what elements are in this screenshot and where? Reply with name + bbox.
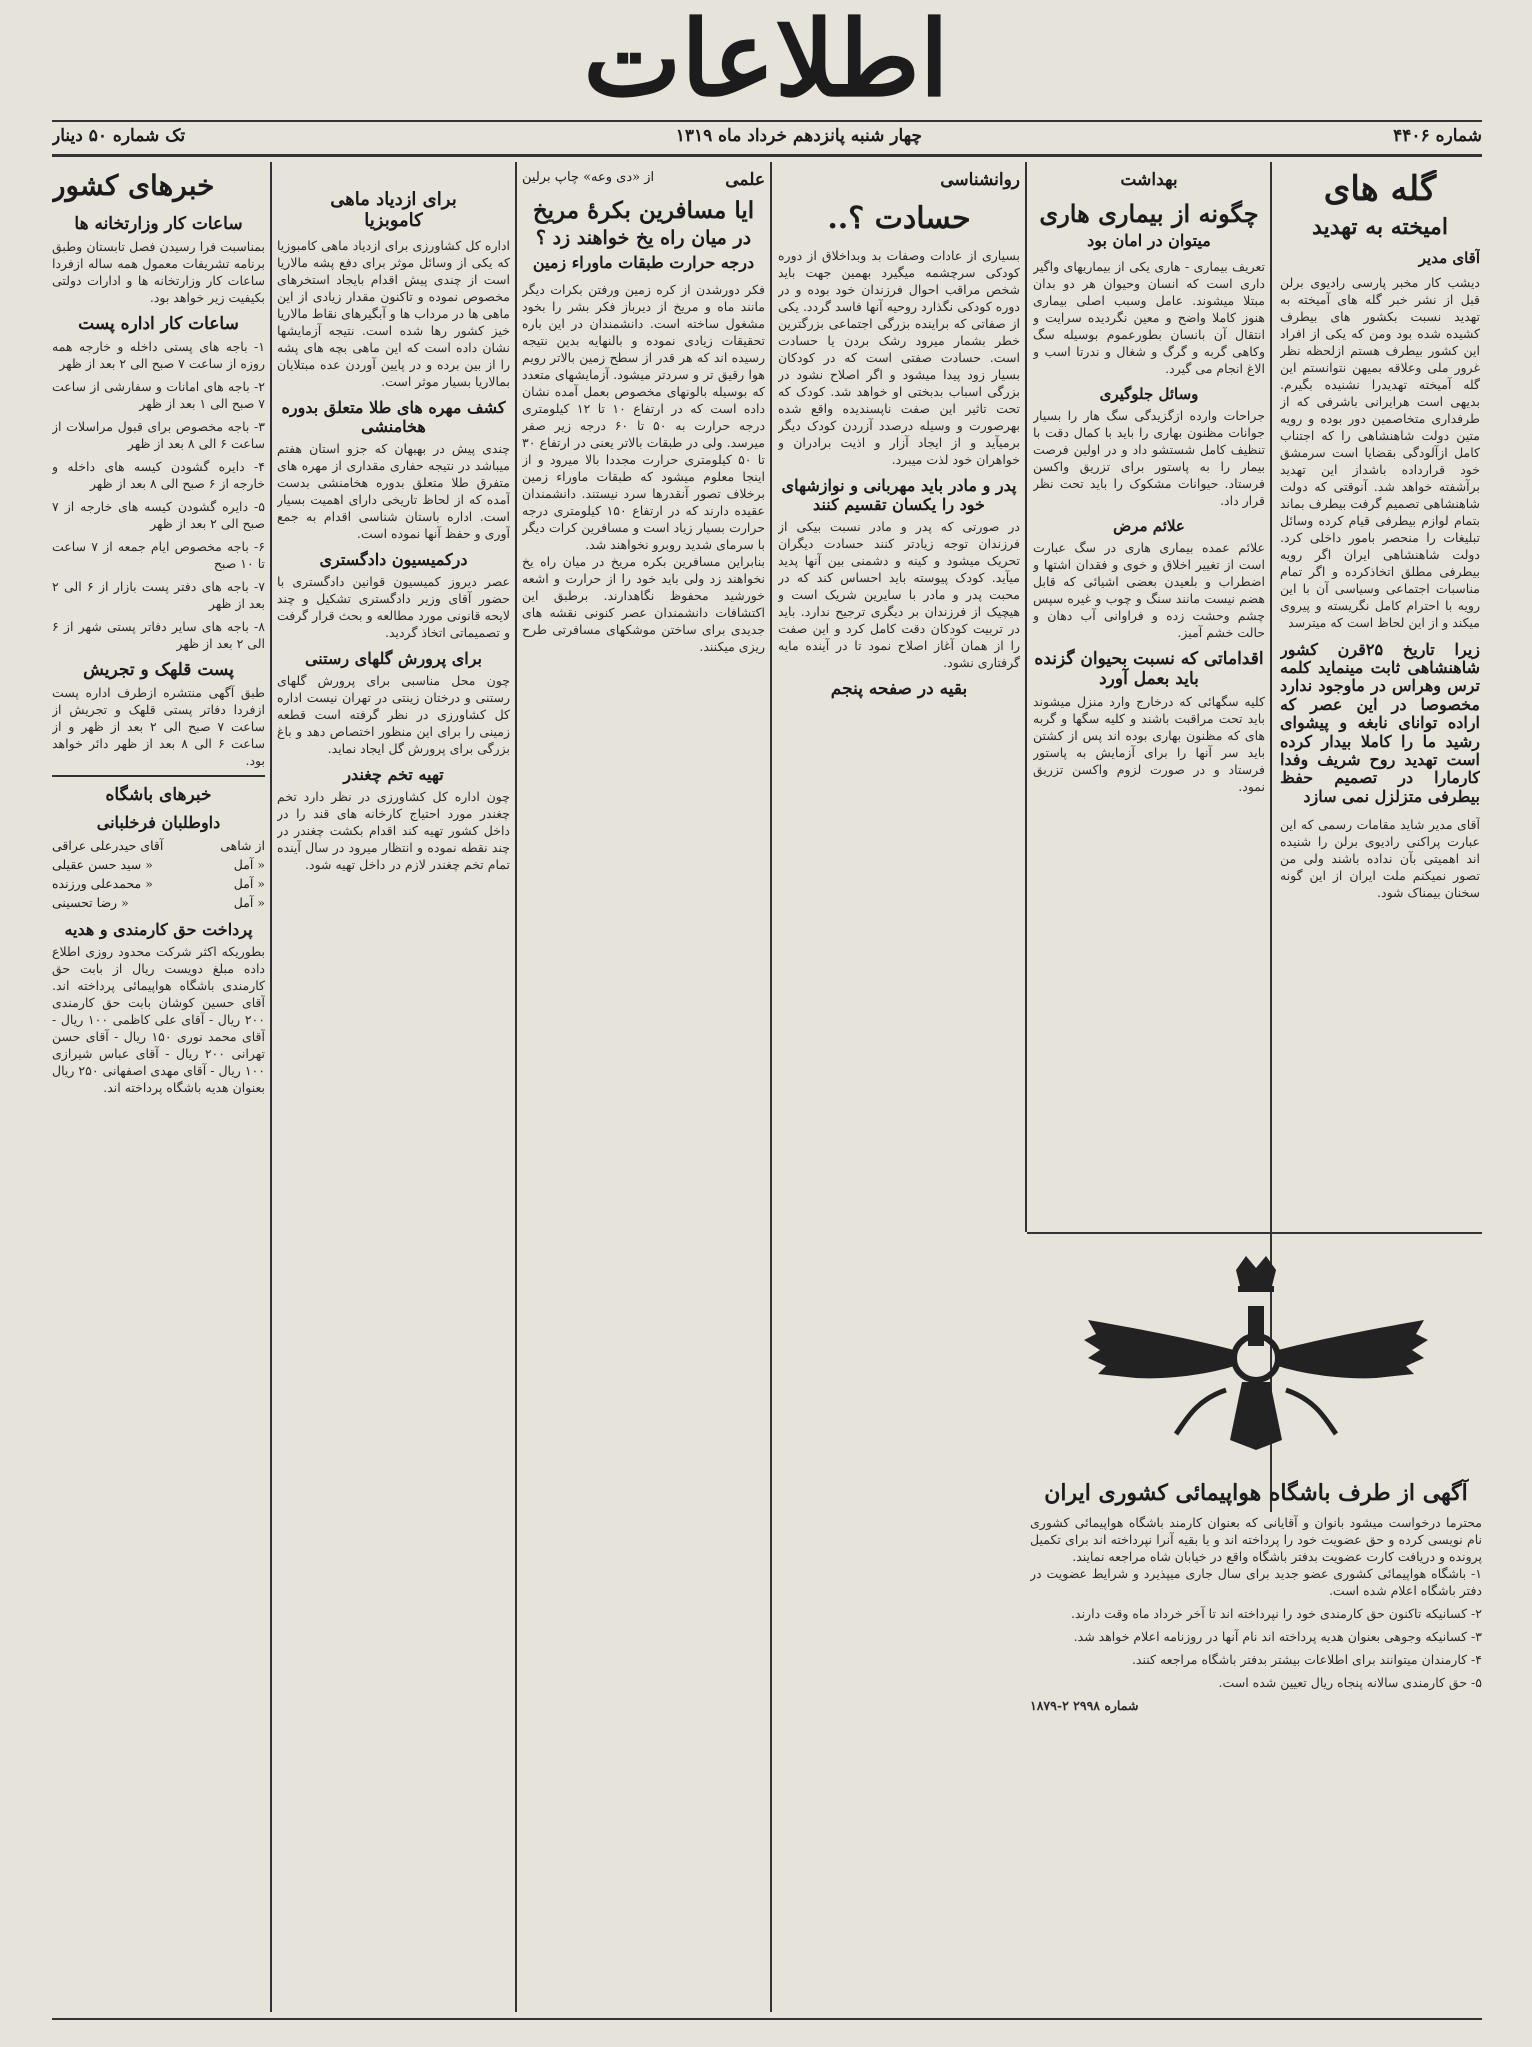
notice-top-rule [1027,1232,1482,1234]
article-body: دیشب کار مخبر پارسی رادیوی برلن قبل از نشر خبر گله های آمیخته به تهدید نسبت بکشور های بیطرف کشیده شده بود ومن که یکی از افراد این کشور بیطرف هستم ازلحظه نظر غرور ملی وعلاقه بمیهن نتوانستم این گله آمیخته تهدیدرا نشنیده بگیرم. بدیهی است هرایرانی باشرفی که از طرفداری متخاصمین دور بوده و رویه متین دولت شاهنشاهی را که اجتناب کامل ازآلودگی بقضایا است سرمشق خود قرارداده باشداز این تهدید برآشفته خواهد شد. آنوقتی که دولت شاهنشاهی تصمیم گرفت بیطرف بماند بتمام لوازم بیطرفی قیام کرده وسائل تبلیغات را منحصر بامور داخلی کرد. دولت شاهنشاهی ایران اگر رویه بیطرفی مطلق اتخاذکرده و اگر تمام مناسبات اجتماعی وسیاسی آن با این رویه با احترام کامل نگریسته و پیروی میکند و از این لحاظ است که میترسد [1280,274,1480,630]
article-body: طبق آگهی منتشره ازطرف اداره پست ازفردا دفاتر پستی قلهک و تجریش از ساعت ۷ صبح الی ۲ بعد از ظهر و از ساعت ۶ الی ۸ بعد از ظهر دائر خواهد بود. [52,685,265,769]
volunteer-origin: « آمل [233,857,265,873]
subheading: برای پرورش گلهای رستنی [304,649,483,669]
subheading: پرداخت حق کارمندی و هدیه [64,920,253,940]
article-highlight: زیرا تاریخ ۲۵قرن کشور شاهنشاهی ثابت مینماید کلمه ترس وهراس در ماوجود ندارد مخصوصا در این عصر که اراده توانای نابغه و پیشوای رشید ما را کاملا بیدار کرده است تهدید روح شریف وفدا کارمارا در تصمیم حفظ بیطرفی متزلزل نمی سازد [1280,639,1480,806]
list-item: ۳- باجه مخصوص برای قبول مراسلات از ساعت ۶ الی ۸ بعد از ظهر [52,419,265,452]
issue-price: تک شماره ۵۰ دینار [52,126,186,146]
list-item: ۴- دایره گشودن کیسه های داخله و خارجه از ۶ صبح الی ۸ بعد از ظهر [52,459,265,492]
section-kicker: علمی [725,170,765,190]
dateline-rule [52,154,1482,157]
list-item: ۳- کسانیکه وجوهی بعنوان هدیه پرداخته اند نام آنها در روزنامه اعلام خواهد شد. [1073,1629,1482,1644]
source-credit: از «دی وعه» چاپ برلین [522,170,655,185]
article-body: عصر دیروز کمیسیون قوانین دادگستری با حضور آقای وزیر دادگستری تشکیل و چند لایحه قانونی مورد مطالعه و بحث قرار گرفت و تصمیماتی اتخاذ گردید. [277,574,510,641]
divider [52,775,265,777]
subheading: علائم مرض [1113,516,1185,535]
notice-items [1030,1565,1482,1691]
list-item: ۶- باجه مخصوص ایام جمعه از ۷ ساعت تا ۱۰ صبح [52,539,265,572]
column-rule [1025,162,1027,1232]
column-psychology [778,170,1020,2000]
article-body: کلیه سگهائی که درخارج وارد منزل میشوند باید تحت مراقبت باشند و کلیه سگها و گربه های که مظنون بهاری بوده اند پس از کشتن باید سر آنها را برای آزمایش به پاستور فرستاد و در صورت لزوم واکسن تزریق نمود. [1033,693,1265,794]
article-body: تعریف بیماری - هاری یکی از بیماریهای واگیر داری است که انسان وحیوان هر دو بدان مبتلا میشوند. عامل وسبب اصلی بیماری هنوز کاملا واضح و معین نگردیده سرایت و انتقال آن بانسان بطورعموم بوسیله سگ وکاهی گربه و گرگ و شغال و ندرتا اسب و الاغ انجام می گیرد. [1033,258,1265,376]
column-complaints [1280,170,1480,1230]
volunteer-origin: از شاهی [220,838,265,854]
list-item: ۱- باشگاه هواپیمائی کشوری عضو جدید برای سال جاری میپذیرد و شرایط عضویت در دفتر باشگاه اعلام شده است. [1030,1566,1482,1598]
bottom-rule [52,2018,1482,2020]
volunteer-name: آقای حیدرعلی عراقی [52,838,164,854]
subheading: کشف مهره های طلا متعلق بدوره هخامنشی [281,398,506,437]
column-agriculture [277,170,510,2000]
column-country-news [52,170,265,2000]
subheading: پست قلهک و تجریش [83,660,234,681]
schedule-list [52,338,265,652]
section-kicker: بهداشت [1120,170,1178,190]
faravahar-emblem-icon [1030,1240,1482,1480]
notice-title: آگهی از طرف باشگاه هواپیمائی کشوری ایران [1044,1480,1468,1506]
list-item: ۸- باجه های سایر دفاتر پستی شهر از ۶ الی ۲ بعد از ظهر [52,619,265,652]
article-title: حسادت ؟.. [827,201,971,236]
article-subtitle: امیخته به تهدید [1312,214,1448,241]
list-item [52,855,265,874]
article-body: چون اداره کل کشاورزی در نظر دارد تخم چغندر مورد احتیاج کارخانه های قند را در داخل کشور تهیه کند اقدام بکشت چغندر در چند نقطه نموده و انتظار میرود در سال آینده تمام تخم چغندر لازم در داخل تهیه شود. [277,789,510,873]
subheading: تهیه تخم چغندر [343,765,444,785]
article-body: بطوریکه اکثر شرکت محدود روزی اطلاع داده مبلغ دویست ریال از بابت حق کارمندی باشگاه هواپیمائی پرداخته اند. آقای حسین کوشان بابت حق کارمندی ۲۰۰ ریال - آقای علی کاظمی ۱۰۰ ریال - آقای محمد نوری ۱۵۰ ریال - آقای حسن تهرانی ۲۰۰ ریال - آقای عباس شیرازی ۱۰۰ ریال - آقای مهدی اصفهانی ۲۵۰ ریال بعنوان هدیه باشگاه پرداخته اند. [52,944,265,1096]
continued-note: بقیه در صفحه پنجم [830,678,968,699]
column-rule [515,162,517,2012]
subheading: اقداماتی که نسبت بحیوان گزنده باید بعمل آورد [1034,648,1264,689]
article-subtitle: میتوان در امان بود [1087,230,1211,250]
issue-number: شماره ۴۴۰۶ [1393,126,1482,146]
list-item: ۵- دایره گشودن کیسه های خارجه از ۷ صبح الی ۲ بعد از ظهر [52,499,265,532]
list-item: ۲- کسانیکه تاکنون حق کارمندی خود را نپرداخته اند تا آخر خرداد ماه وقت دارند. [1071,1606,1482,1621]
article-body: بمناسبت فرا رسیدن فصل تابستان وطبق برنامه تشریفات معمول همه ساله ازفردا ساعات کار وزارتخانه ها و ادارات دولتی بکیفیت زیر خواهد بود. [52,239,265,306]
column-science [522,170,765,2000]
article-body: بسیاری از عادات وصفات بد وبداخلاق از دوره کودکی سرچشمه میگیرد بهمین جهت باید شخص مراقب احوال فرزندان خود بوده و در دوره کودکی نگذارد روحیه آنها فاسد گردد. یکی از صفاتی که براینده بزرگی اجتماعی بزرگترین خطر بشمار میرود رشک بردن یا حسادت است. حسادت صفتی است که در کودکان بسیار زود پیدا میشود و اگر اصلاح نشود در بزرگی اسباب بدبختی او خواهد شد. کودک که تحت تاثیر این صفت ناپسندیده واقع شده بهرصورت و وسیله درصدد آزردن کودک دیگر برمیآید و از ایجاد آزار و اذیت برادران و خواهران خود لذت میبرد. [778,247,1020,467]
volunteer-name: « رضا تحسینی [52,895,129,911]
subheading: پدر و مادر باید مهربانی و نوازشهای خود را یکسان تقسیم کنند [781,475,1017,514]
article-body: فکر دورشدن از کره زمین ورفتن بکرات دیگر مانند ماه و مریخ از دیرباز فکر بشر را بخود مشغول ساخته است. دانشمندان در این باره تحقیقات زیادی نموده و بالنهایه بدین نتیجه رسیده اند که هر قدر از سطح زمین بالاتر رویم هوا رقیق تر و سردتر میشود. آزمایشهای متعدد که بوسیله بالونهای مخصوص بعمل آمده نشان داده است که در ارتفاع ۱۰ تا ۱۲ کیلومتری درجه حرارت به ۵۰ تا ۶۰ درجه زیر صفر میرسد. ولی در طبقات بالاتر یعنی در ارتفاع ۳۰ تا ۵۰ کیلومتری حرارت مجددا بالا میرود و از اینجا معلوم میشود که طبقات ماوراء زمین برخلاف تصور آنقدرها سرد نیستند. دانشمندان عقیده دارند که در ارتفاع ۱۵۰ کیلومتری درجه حرارت بسیار زیاد است و مسافرین کرات دیگر با سرمای شدید روبرو نخواهند شد. [522,281,765,552]
top-rule [52,120,1482,122]
dateline [52,126,1482,152]
article-byline: آقای مدیر [1418,249,1480,268]
list-item: ۷- باجه های دفتر پست بازار از ۶ الی ۲ بعد از ظهر [52,579,265,612]
list-item [52,836,265,855]
list-item: ۴- کارمندان میتوانند برای اطلاعات بیشتر بدفتر باشگاه مراجعه کنند. [1131,1652,1482,1667]
subheading: ساعات کار اداره پست [78,314,239,335]
section-title [52,170,265,202]
notice-body: محترما درخواست میشود بانوان و آقایانی که بعنوان کارمند باشگاه هواپیمائی کشوری نام نویسی کرده و حق عضویت خود را پرداخته اند و یا بقیه آنرا نپرداخته اند برای تکمیل پرونده و دریافت کارت عضویت بدفتر باشگاه واقع در خیابان شاه مراجعه نمایند. [1030,1515,1482,1564]
article-title: برای ازدیاد ماهی [330,189,457,210]
subheading: درکمیسیون دادگستری [319,550,468,570]
article-closing: آقای مدیر شاید مقامات رسمی که این عبارت پراکنی رادیوی برلن را شنیده اند اهمیتی بآن نداده باشند ولی من تصور نمیکنم ملت ایران از این گونه سخنان بیمناک شود. [1280,817,1480,901]
column-health [1033,170,1265,1230]
article-subtitle: درجه حرارت طبقات ماوراء زمین [532,253,755,273]
article-body: چندی پیش در بهبهان که جزو استان هفتم میباشد در نتیجه حفاری مقداری از مهره های متفرق طلا متعلق بدوره هخامنشی بدست آمده که از لحاظ تاریخی دارای اهمیت بسیار است. اداره باستان شناسی اقدام به جمع آوری و حفظ آنها نموده است. [277,441,510,542]
article-title: در میان راه یخ خواهند زد ؟ [535,227,752,250]
list-item [52,893,265,912]
article-body: بنابراین مسافرین بکره مریخ در میان راه یخ نخواهند زد ولی باید خود را از حرارت و اشعه خورشید محفوظ نگاهدارند. برطبق این اکتشافات دانشمندان عصر کنونی نقشه های جدیدی برای ساختن موشکهای مسافرتی طرح ریزی میکنند. [522,553,765,654]
article-body: در صورتی که پدر و مادر نسبت بیکی از فرزندان توجه زیادتر کنند حسادت دیگران تحریک میشود و کینه و دشمنی بین آنها پدید میآید. کودک پیوسته باید احساس کند که در محبت پدر و مادر با سایرین شریک است و هیچیک از فرزندان بر دیگری ترجیح ندارد. باید در تربیت کودکان دقت کامل کرد و این صفت را از همان آغاز اصلاح نمود تا در آینده مایه گرفتاری نشود. [778,518,1020,670]
subheading: وسائل جلوگیری [1099,384,1199,403]
article-body: علائم عمده بیماری هاری در سگ عبارت است از تغییر اخلاق و خوی و فقدان اشتها و اضطراب و بلعیدن بعضی اشیائی که قابل هضم نیست مانند سنگ و چوب و غیره سپس چشم وحشت زده و فراوانی آب دهان و حالت خشم آمیز. [1033,539,1265,640]
issue-date: چهار شنبه پانزدهم خرداد ماه ۱۳۱۹ [675,126,922,146]
club-notice [1030,1240,1482,2010]
column-rule [270,162,272,2012]
volunteer-name: « سید حسن عقیلی [52,857,153,873]
masthead [0,0,1532,118]
subheading: داوطلبان فرخلبانی [96,813,221,833]
article-title: چگونه از بیماری هاری [1039,199,1259,228]
article-body: جراحات وارده ازگزیدگی سگ هار را بسیار جوانات مظنون بهاری را باید با کمال دقت با تنظیف کامل شستشو داد و در اولین فرصت بیمار را به پاستور برای تزریق واکسن فرستاد. حیوانات مشکوک را باید تحت نظر قرار داد. [1033,407,1265,508]
list-item: ۵- حق کارمندی سالانه پنجاه ریال تعیین شده است. [1218,1675,1482,1690]
article-title: گله های [1323,170,1437,209]
list-item: ۲- باجه های امانات و سفارشی از ساعت ۷ صبح الی ۱ بعد از ظهر [52,379,265,412]
article-body: اداره کل کشاورزی برای ازدیاد ماهی کامبوزیا که یکی از وسائل موثر برای دفع پشه مالاریا است از چندی پیش اقدام بایجاد استخرهای مخصوص نموده و تاکنون مقدار زیادی از این ماهی ها در مرداب ها و آبگیرهای نقاط مالاریا خیز کشور رها شده است. نتیجه آزمایشها نشان داده است که این ماهی بچه های پشه را از بین برده و در پایین آوردن عده مبتلایان بمالاریا بسیار موثر است. [277,238,510,390]
list-item [52,874,265,893]
newspaper-title: اطلاعات [583,0,949,118]
volunteer-origin: « آمل [233,876,265,892]
section-title-word: کشور [52,170,119,202]
notice-footer: شماره ۲۹۹۸ ۲-۱۸۷۹ [1030,1698,1139,1713]
volunteer-origin: « آمل [233,895,265,911]
subheading: ساعات کار وزارتخانه ها [74,214,243,235]
volunteer-list [52,836,265,912]
volunteer-name: « محمدعلی ورزنده [52,876,153,892]
section-title-word: خبرهای [128,170,215,202]
article-title: ایا مسافرین بکرهٔ مریخ [532,197,755,224]
article-body: چون محل مناسبی برای پرورش گلهای رستنی و درختان زینتی در تهران نیست اداره کل کشاورزی در نظر گرفته است قطعه زمینی را برای این منظور اختصاص دهد و باغ بزرگی برای پرورش گل ایجاد نماید. [277,673,510,757]
section-kicker: روانشناسی [940,170,1020,190]
article-title: کاموبزیا [364,209,423,231]
list-item: ۱- باجه های پستی داخله و خارجه همه روزه از ساعت ۷ صبح الی ۲ بعد از ظهر [52,339,265,372]
column-rule [770,162,772,2012]
subheading: خبرهای باشگاه [105,785,212,806]
